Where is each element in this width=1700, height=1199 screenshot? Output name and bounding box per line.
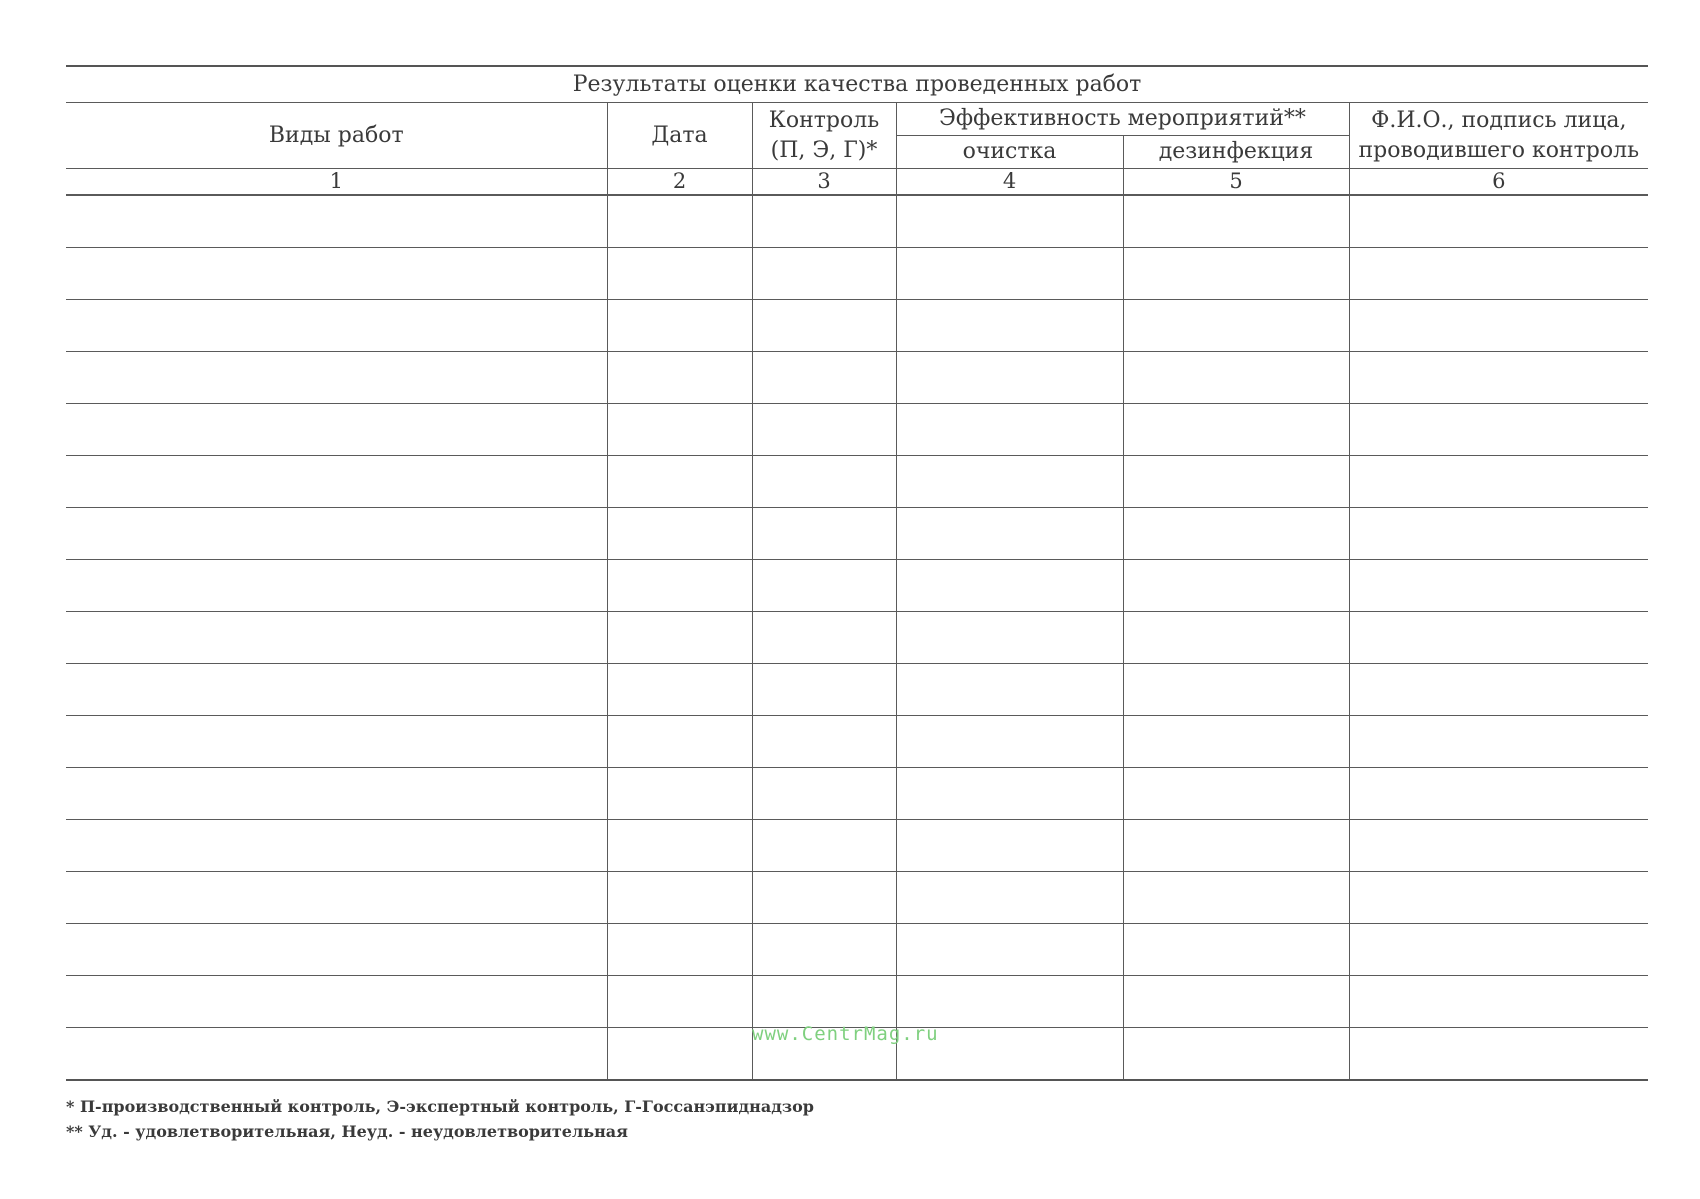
header-date: Дата — [607, 103, 752, 169]
table-row — [66, 248, 1648, 300]
table-cell[interactable] — [1349, 820, 1648, 872]
table-body — [66, 195, 1648, 1080]
table-cell[interactable] — [1123, 508, 1349, 560]
table-cell[interactable] — [752, 872, 896, 924]
table-cell[interactable] — [1349, 612, 1648, 664]
table-cell[interactable] — [66, 404, 607, 456]
table-cell[interactable] — [1123, 404, 1349, 456]
table-cell[interactable] — [607, 612, 752, 664]
table-cell[interactable] — [1349, 976, 1648, 1028]
table-cell[interactable] — [66, 716, 607, 768]
table-cell[interactable] — [1349, 1028, 1648, 1081]
table-cell[interactable] — [752, 976, 896, 1028]
table-cell[interactable] — [1123, 924, 1349, 976]
table-cell[interactable] — [66, 352, 607, 404]
table-row — [66, 456, 1648, 508]
table-cell[interactable] — [752, 560, 896, 612]
header-control-line2: (П, Э, Г)* — [770, 137, 878, 163]
table-cell[interactable] — [1123, 768, 1349, 820]
table-cell[interactable] — [1123, 352, 1349, 404]
table-row — [66, 872, 1648, 924]
watermark: www.CentrMag.ru — [752, 1023, 939, 1045]
table-cell[interactable] — [607, 508, 752, 560]
table-row — [66, 820, 1648, 872]
table-cell[interactable] — [896, 976, 1123, 1028]
table-cell[interactable] — [896, 352, 1123, 404]
table-title: Результаты оценки качества проведенных работ — [66, 66, 1648, 103]
table-cell[interactable] — [752, 248, 896, 300]
table-cell[interactable] — [896, 872, 1123, 924]
table-row — [66, 716, 1648, 768]
table-cell[interactable] — [607, 352, 752, 404]
table-cell[interactable] — [66, 456, 607, 508]
table-row — [66, 560, 1648, 612]
table-cell[interactable] — [607, 404, 752, 456]
table-cell[interactable] — [1123, 456, 1349, 508]
table-cell[interactable] — [1349, 716, 1648, 768]
table-cell[interactable] — [66, 612, 607, 664]
table-cell[interactable] — [1349, 352, 1648, 404]
column-number: 6 — [1349, 169, 1648, 196]
table-row — [66, 976, 1648, 1028]
table-cell[interactable] — [66, 768, 607, 820]
table-cell[interactable] — [1123, 872, 1349, 924]
table-cell[interactable] — [896, 664, 1123, 716]
header-signature-line2: проводившего контроль — [1358, 137, 1640, 163]
column-number: 3 — [752, 169, 896, 196]
table-row — [66, 300, 1648, 352]
table-cell[interactable] — [896, 716, 1123, 768]
table-cell[interactable] — [607, 560, 752, 612]
table-cell[interactable] — [752, 352, 896, 404]
table-cell[interactable] — [66, 248, 607, 300]
header-control-line1: Контроль — [768, 107, 880, 133]
table-cell[interactable] — [896, 456, 1123, 508]
header-signature — [1349, 103, 1648, 169]
table-cell[interactable] — [896, 195, 1123, 248]
table-cell[interactable] — [66, 508, 607, 560]
column-number: 5 — [1123, 169, 1349, 196]
table-cell[interactable] — [1349, 560, 1648, 612]
table-cell[interactable] — [607, 664, 752, 716]
table-cell[interactable] — [66, 664, 607, 716]
table-cell[interactable] — [607, 248, 752, 300]
column-numbers-row — [66, 169, 1648, 196]
table-cell[interactable] — [752, 300, 896, 352]
table-cell[interactable] — [1123, 560, 1349, 612]
table-cell[interactable] — [1123, 820, 1349, 872]
table-row — [66, 612, 1648, 664]
table-cell[interactable] — [752, 456, 896, 508]
table-cell[interactable] — [607, 300, 752, 352]
table-cell[interactable] — [752, 508, 896, 560]
header-disinfection: дезинфекция — [1123, 136, 1349, 169]
table-cell[interactable] — [1123, 976, 1349, 1028]
column-number: 4 — [896, 169, 1123, 196]
table-cell[interactable] — [896, 300, 1123, 352]
footnote-control-types: * П-производственный контроль, Э-экспертный контроль, Г-Госсанэпиднадзор — [66, 1097, 814, 1116]
header-cleaning: очистка — [896, 136, 1123, 169]
column-number: 2 — [607, 169, 752, 196]
table-cell[interactable] — [607, 976, 752, 1028]
column-number: 1 — [66, 169, 607, 196]
table-cell[interactable] — [1123, 716, 1349, 768]
table-cell[interactable] — [896, 508, 1123, 560]
table-cell[interactable] — [1349, 924, 1648, 976]
table-cell[interactable] — [607, 456, 752, 508]
table-cell[interactable] — [607, 820, 752, 872]
table-cell[interactable] — [896, 924, 1123, 976]
table-cell[interactable] — [752, 820, 896, 872]
table-row — [66, 195, 1648, 248]
table-cell[interactable] — [1123, 248, 1349, 300]
table-cell[interactable] — [66, 820, 607, 872]
table-cell[interactable] — [66, 560, 607, 612]
table-cell[interactable] — [607, 195, 752, 248]
table-cell[interactable] — [752, 195, 896, 248]
table-cell[interactable] — [1349, 404, 1648, 456]
table-cell[interactable] — [1349, 248, 1648, 300]
header-control — [752, 103, 896, 169]
table-cell[interactable] — [1349, 508, 1648, 560]
table-cell[interactable] — [66, 300, 607, 352]
table-cell[interactable] — [896, 612, 1123, 664]
table-cell[interactable] — [1349, 768, 1648, 820]
table-row — [66, 768, 1648, 820]
table-cell[interactable] — [607, 768, 752, 820]
table-cell[interactable] — [607, 716, 752, 768]
header-work-types: Виды работ — [66, 103, 607, 169]
table-cell[interactable] — [1349, 300, 1648, 352]
table-cell[interactable] — [1123, 612, 1349, 664]
header-efficiency: Эффективность мероприятий** — [896, 103, 1349, 136]
footnote-efficiency-grades: ** Уд. - удовлетворительная, Неуд. - неудовлетворительная — [66, 1122, 628, 1141]
table-row — [66, 352, 1648, 404]
header-signature-line1: Ф.И.О., подпись лица, — [1371, 107, 1627, 133]
table-row — [66, 924, 1648, 976]
table-cell[interactable] — [66, 872, 607, 924]
table-cell[interactable] — [896, 560, 1123, 612]
table-cell[interactable] — [607, 924, 752, 976]
table-row — [66, 404, 1648, 456]
table-cell[interactable] — [1123, 195, 1349, 248]
table-cell[interactable] — [66, 195, 607, 248]
table-cell[interactable] — [896, 768, 1123, 820]
table-row — [66, 664, 1648, 716]
table-row — [66, 508, 1648, 560]
table-cell[interactable] — [896, 248, 1123, 300]
table-cell[interactable] — [607, 1028, 752, 1081]
table-cell[interactable] — [1349, 195, 1648, 248]
footnotes — [66, 1094, 814, 1144]
quality-assessment-table — [66, 65, 1648, 1081]
table-cell[interactable] — [896, 820, 1123, 872]
table-cell[interactable] — [1123, 1028, 1349, 1081]
table-cell[interactable] — [752, 924, 896, 976]
table-cell[interactable] — [752, 612, 896, 664]
table-cell[interactable] — [896, 404, 1123, 456]
table-cell[interactable] — [66, 1028, 607, 1081]
table-cell[interactable] — [607, 872, 752, 924]
table-cell[interactable] — [752, 404, 896, 456]
table-cell[interactable] — [66, 976, 607, 1028]
table-cell[interactable] — [752, 716, 896, 768]
table-cell[interactable] — [1123, 664, 1349, 716]
table-cell[interactable] — [1123, 300, 1349, 352]
table-cell[interactable] — [752, 664, 896, 716]
table-cell[interactable] — [1349, 456, 1648, 508]
table-cell[interactable] — [66, 924, 607, 976]
table-cell[interactable] — [1349, 664, 1648, 716]
table-cell[interactable] — [1349, 872, 1648, 924]
table-cell[interactable] — [752, 768, 896, 820]
